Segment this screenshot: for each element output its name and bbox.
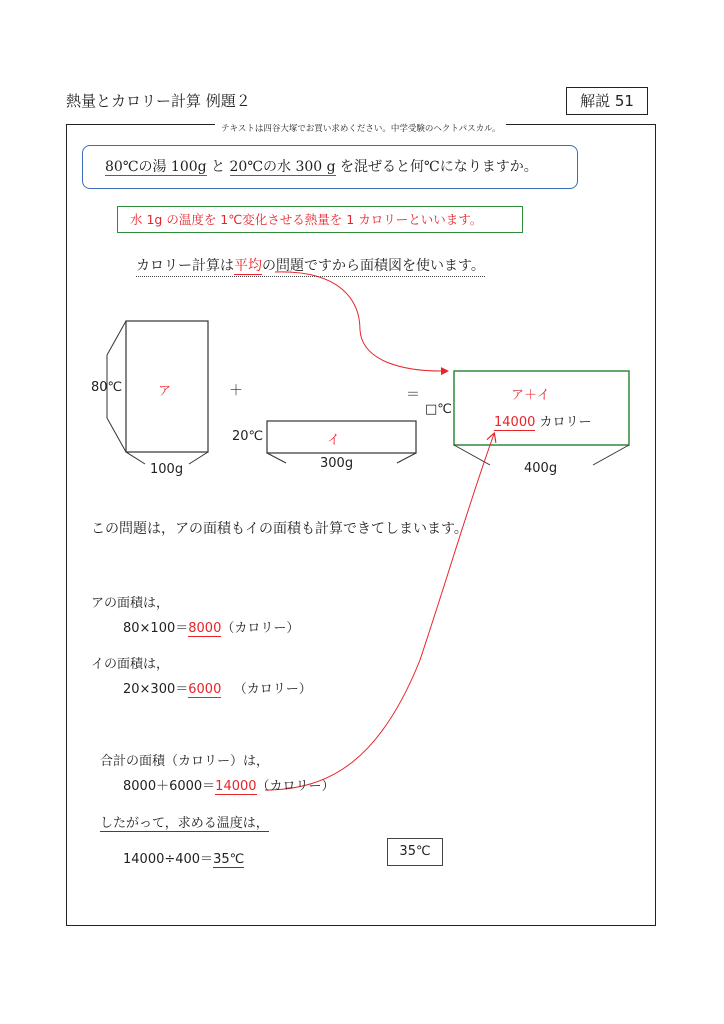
page-label: 解説 51 <box>566 87 648 115</box>
rect-b-temp: 20℃ <box>232 429 264 444</box>
result-value: 14000 <box>494 415 536 430</box>
rect-a-width-bracket <box>126 452 145 464</box>
rect-b-width-bracket <box>267 453 286 463</box>
arrow-total-to-value <box>265 434 494 790</box>
rect-a-height-bracket <box>107 321 126 355</box>
credit-text: テキストは四谷大塚でお買い求めください。中学受験のヘクトパスカル。 <box>215 122 506 134</box>
result-temp: □℃ <box>425 402 452 417</box>
method-highlight: 平均 <box>234 258 262 274</box>
result-width: 400g <box>524 461 558 476</box>
total-expr: 8000＋6000＝ <box>123 779 216 794</box>
area-a-line <box>123 617 299 636</box>
total-value: 14000 <box>215 779 257 794</box>
equals-sign: ＝ <box>406 387 420 403</box>
rect-a-label: ア <box>158 384 172 399</box>
final-expr: 14000÷400＝ <box>123 852 214 867</box>
question-hot-water: 80℃の湯 100g <box>105 159 207 175</box>
plus-sign: ＋ <box>229 383 243 399</box>
area-a-label: アの面積は， <box>91 596 170 611</box>
area-a-expr: 80×100＝ <box>123 621 189 636</box>
rect-a-temp: 80℃ <box>91 380 123 395</box>
total-label: 合計の面積（カロリー）は， <box>100 754 270 769</box>
total-unit: （カロリー） <box>256 779 335 794</box>
rect-b-width: 300g <box>320 456 354 471</box>
question-and: と <box>211 159 226 175</box>
area-b-value: 6000 <box>188 682 222 697</box>
question-cold-water: 20℃の水 300 g <box>229 159 336 175</box>
area-a-value: 8000 <box>188 621 222 636</box>
intro-text: この問題は，アの面積もイの面積も計算できてしまいます。 <box>91 521 468 537</box>
question-ask: を混ぜると何℃になりますか。 <box>340 159 538 175</box>
final-line <box>123 848 244 867</box>
therefore-text: したがって，求める温度は， <box>100 812 269 832</box>
answer-box: 35℃ <box>387 838 443 866</box>
method-before: カロリー計算は <box>136 258 234 274</box>
area-a-unit: （カロリー） <box>221 621 300 636</box>
area-b-line <box>123 678 312 697</box>
rect-a-width: 100g <box>150 462 184 477</box>
final-value: 35℃ <box>213 852 245 867</box>
definition-box: 水 1g の温度を 1℃変化させる熱量を 1 カロリーといいます。 <box>117 206 523 233</box>
result-value-line <box>494 411 592 430</box>
rect-b-label: イ <box>327 433 341 448</box>
total-line <box>123 775 335 794</box>
area-b-unit: （カロリー） <box>233 682 312 697</box>
arrow-to-result <box>275 272 448 371</box>
page-title: 熱量とカロリー計算 例題２ <box>66 92 251 110</box>
result-rect <box>454 371 629 445</box>
area-b-expr: 20×300＝ <box>123 682 189 697</box>
result-unit: カロリー <box>539 415 592 430</box>
rect-b <box>267 421 416 453</box>
result-label: ア＋イ <box>511 388 551 403</box>
area-b-label: イの面積は， <box>91 657 170 672</box>
method-after: の問題ですから面積図を使います。 <box>262 258 485 274</box>
